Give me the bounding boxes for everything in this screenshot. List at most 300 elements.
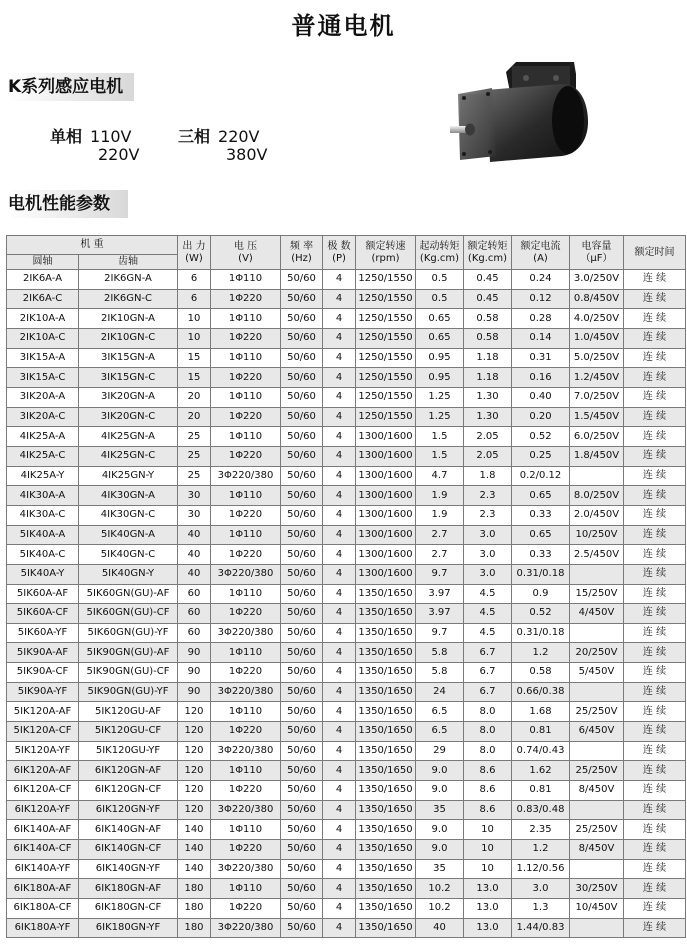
three-phase-v1: 220V [218,127,260,146]
table-cell: 1Φ110 [211,702,281,722]
table-cell: 1Φ220 [211,722,281,742]
table-cell: 1.25 [416,387,464,407]
table-cell: 6IK140GN-AF [79,820,178,840]
table-cell: 1350/1650 [356,702,416,722]
table-cell: 4 [323,682,356,702]
table-cell: 1350/1650 [356,722,416,742]
table-cell: 连 续 [624,328,686,348]
table-cell: 5IK120GU-AF [79,702,178,722]
table-cell: 50/60 [281,741,323,761]
table-cell: 1.0/450V [570,328,624,348]
table-cell: 2.3 [464,486,512,506]
table-cell: 25 [178,427,211,447]
table-cell: 1.2/450V [570,368,624,388]
table-cell: 6IK120GN-CF [79,781,178,801]
table-cell: 3.97 [416,604,464,624]
table-cell: 1250/1550 [356,348,416,368]
table-cell: 0.52 [512,604,570,624]
table-cell: 4 [323,879,356,899]
table-cell: 0.33 [512,545,570,565]
table-cell: 4 [323,702,356,722]
table-cell: 4/450V [570,604,624,624]
motor-image [450,56,600,168]
table-cell: 3IK15A-A [7,348,79,368]
table-cell: 140 [178,859,211,879]
table-cell: 6IK180GN-AF [79,879,178,899]
section-title-k-series: K系列感应电机 [6,73,134,101]
table-cell: 1Φ220 [211,368,281,388]
table-cell: 4 [323,545,356,565]
table-cell: 30/250V [570,879,624,899]
table-cell: 4IK25A-C [7,446,79,466]
table-cell: 1.18 [464,368,512,388]
table-cell: 4 [323,623,356,643]
table-cell: 9.0 [416,761,464,781]
table-cell: 5IK60GN(GU)-YF [79,623,178,643]
table-cell: 50/60 [281,289,323,309]
table-cell: 1.30 [464,387,512,407]
table-cell: 3IK20A-C [7,407,79,427]
single-phase-v1: 110V [90,127,132,146]
table-cell: 4 [323,741,356,761]
table-cell: 1.8/450V [570,446,624,466]
table-row [7,545,686,565]
table-cell: 4 [323,722,356,742]
table-cell: 50/60 [281,623,323,643]
header-round-shaft: 圆轴 [7,255,79,270]
table-row [7,761,686,781]
table-row [7,682,686,702]
table-cell: 6IK140GN-CF [79,840,178,860]
table-cell: 4 [323,899,356,919]
table-cell: 1Φ220 [211,604,281,624]
table-cell: 50/60 [281,702,323,722]
table-cell: 0.8/450V [570,289,624,309]
table-cell: 6IK120GN-AF [79,761,178,781]
table-cell: 50/60 [281,781,323,801]
table-cell: 1350/1650 [356,899,416,919]
table-cell: 连 续 [624,584,686,604]
table-cell: 3Φ220/380 [211,800,281,820]
table-row [7,663,686,683]
table-cell [570,741,624,761]
table-cell: 10 [464,859,512,879]
table-cell: 20 [178,387,211,407]
table-cell: 1350/1650 [356,604,416,624]
table-cell [570,918,624,938]
table-cell: 连 续 [624,623,686,643]
table-cell: 0.58 [464,309,512,329]
table-cell: 连 续 [624,643,686,663]
table-row [7,407,686,427]
table-cell: 0.2/0.12 [512,466,570,486]
table-cell: 2IK6A-C [7,289,79,309]
table-cell: 0.52 [512,427,570,447]
table-cell: 50/60 [281,584,323,604]
table-cell: 4IK25GN-Y [79,466,178,486]
table-cell: 50/60 [281,722,323,742]
table-row [7,800,686,820]
table-cell: 5.0/250V [570,348,624,368]
table-cell: 5IK90GN(GU)-AF [79,643,178,663]
table-cell: 1Φ110 [211,643,281,663]
header-output: 出 力 (W) [178,236,211,270]
table-row [7,859,686,879]
table-cell: 4.5 [464,584,512,604]
page-title: 普通电机 [291,12,396,40]
table-cell: 连 续 [624,289,686,309]
table-cell: 0.95 [416,368,464,388]
table-cell: 1Φ110 [211,387,281,407]
table-cell: 50/60 [281,407,323,427]
table-cell: 0.5 [416,270,464,290]
table-cell: 4.5 [464,623,512,643]
table-cell: 1350/1650 [356,643,416,663]
table-cell: 50/60 [281,545,323,565]
table-cell: 50/60 [281,682,323,702]
table-cell: 1350/1650 [356,820,416,840]
table-cell: 连 续 [624,505,686,525]
table-cell: 连 续 [624,741,686,761]
table-row [7,623,686,643]
table-cell: 5IK40A-C [7,545,79,565]
table-cell: 0.40 [512,387,570,407]
table-cell: 1250/1550 [356,387,416,407]
table-cell: 20 [178,407,211,427]
table-cell: 1.18 [464,348,512,368]
table-cell: 50/60 [281,604,323,624]
three-phase-label: 三相 [178,127,211,146]
table-cell: 5IK90A-AF [7,643,79,663]
header-current: 额定电流 (A) [512,236,570,270]
table-cell: 5IK90A-YF [7,682,79,702]
table-cell: 3IK15GN-C [79,368,178,388]
table-cell: 8.0 [464,702,512,722]
table-row [7,525,686,545]
table-cell: 0.45 [464,270,512,290]
table-cell [570,564,624,584]
table-cell: 4 [323,387,356,407]
table-cell: 1300/1600 [356,505,416,525]
table-row [7,564,686,584]
table-cell: 40 [178,564,211,584]
table-cell: 1.2 [512,643,570,663]
table-cell: 180 [178,879,211,899]
table-cell: 3IK15A-C [7,368,79,388]
table-cell: 6.7 [464,643,512,663]
table-row [7,781,686,801]
table-cell: 2IK10GN-A [79,309,178,329]
table-cell: 连 续 [624,663,686,683]
table-cell: 连 续 [624,859,686,879]
header-start-torque: 起动转矩 (Kg.cm) [416,236,464,270]
table-cell: 8.0/250V [570,486,624,506]
table-cell: 1.62 [512,761,570,781]
table-cell: 6IK140A-YF [7,859,79,879]
table-cell: 50/60 [281,761,323,781]
table-cell: 连 续 [624,466,686,486]
table-cell: 1.2 [512,840,570,860]
table-cell: 30 [178,486,211,506]
three-phase-v2: 380V [226,145,268,164]
table-cell: 3IK20GN-A [79,387,178,407]
table-cell: 50/60 [281,918,323,938]
table-cell: 50/60 [281,505,323,525]
table-cell: 8.6 [464,781,512,801]
table-cell: 5IK90GN(GU)-YF [79,682,178,702]
table-cell: 10/450V [570,899,624,919]
table-cell: 3Φ220/380 [211,623,281,643]
table-cell: 50/60 [281,840,323,860]
table-cell: 1Φ220 [211,840,281,860]
header-voltage: 电 压 (V) [211,236,281,270]
table-cell: 连 续 [624,761,686,781]
table-cell: 3IK20A-A [7,387,79,407]
table-cell: 50/60 [281,427,323,447]
table-cell: 5IK60GN(GU)-CF [79,604,178,624]
table-cell: 35 [416,800,464,820]
table-cell: 50/60 [281,309,323,329]
table-cell: 2IK10GN-C [79,328,178,348]
table-row [7,899,686,919]
table-cell: 0.16 [512,368,570,388]
table-cell: 1Φ220 [211,545,281,565]
table-cell: 4 [323,348,356,368]
table-cell: 4 [323,564,356,584]
table-cell: 1250/1550 [356,407,416,427]
table-cell: 4IK30A-C [7,505,79,525]
table-cell: 连 续 [624,407,686,427]
table-cell: 5IK120A-AF [7,702,79,722]
table-cell: 60 [178,584,211,604]
table-cell: 3Φ220/380 [211,741,281,761]
table-cell: 1Φ110 [211,309,281,329]
table-cell: 1.9 [416,505,464,525]
table-cell [570,466,624,486]
table-cell: 1250/1550 [356,309,416,329]
table-cell: 1Φ220 [211,899,281,919]
table-cell: 6.0/250V [570,427,624,447]
table-row [7,584,686,604]
table-cell: 1Φ110 [211,348,281,368]
table-cell: 0.24 [512,270,570,290]
table-cell: 0.66/0.38 [512,682,570,702]
table-cell: 1300/1600 [356,545,416,565]
table-cell: 15 [178,348,211,368]
header-capacitor: 电容量 （μF） [570,236,624,270]
table-cell: 50/60 [281,663,323,683]
table-cell: 60 [178,623,211,643]
table-cell: 0.58 [464,328,512,348]
table-row [7,309,686,329]
table-cell: 180 [178,899,211,919]
table-cell: 4IK30GN-C [79,505,178,525]
table-cell: 1.9 [416,486,464,506]
table-cell: 1Φ110 [211,525,281,545]
table-cell: 1300/1600 [356,427,416,447]
table-cell: 120 [178,702,211,722]
table-row [7,328,686,348]
table-cell: 9.7 [416,564,464,584]
table-cell: 120 [178,800,211,820]
table-cell: 1Φ110 [211,584,281,604]
table-cell: 6IK140GN-YF [79,859,178,879]
table-cell: 8/450V [570,840,624,860]
table-cell: 1.5 [416,427,464,447]
table-cell: 4 [323,309,356,329]
table-row [7,702,686,722]
table-cell: 1.5/450V [570,407,624,427]
table-cell: 50/60 [281,800,323,820]
table-cell: 15 [178,368,211,388]
table-cell: 1Φ110 [211,761,281,781]
table-cell: 1Φ220 [211,446,281,466]
table-cell: 35 [416,859,464,879]
table-cell: 29 [416,741,464,761]
table-cell: 6.5 [416,702,464,722]
table-cell: 0.83/0.48 [512,800,570,820]
table-cell: 连 续 [624,309,686,329]
table-cell: 3Φ220/380 [211,918,281,938]
table-cell: 1300/1600 [356,446,416,466]
table-cell: 4IK25A-A [7,427,79,447]
table-cell: 3.0 [464,525,512,545]
header-duty: 额定时间 [624,236,686,270]
table-cell: 4 [323,663,356,683]
table-row [7,840,686,860]
table-cell: 连 续 [624,899,686,919]
table-cell: 0.65 [512,525,570,545]
table-cell: 6IK120A-AF [7,761,79,781]
table-cell: 0.81 [512,722,570,742]
table-cell: 1250/1550 [356,328,416,348]
header-speed: 额定转速 (rpm) [356,236,416,270]
table-cell: 4 [323,328,356,348]
table-cell: 4 [323,427,356,447]
table-cell: 5IK60A-CF [7,604,79,624]
table-cell: 2IK10A-C [7,328,79,348]
table-cell: 4 [323,466,356,486]
table-cell: 50/60 [281,643,323,663]
table-cell: 13.0 [464,918,512,938]
header-machine: 机 重 [7,236,178,255]
table-cell: 5IK90A-CF [7,663,79,683]
table-cell: 4 [323,505,356,525]
table-cell: 1300/1600 [356,486,416,506]
table-cell: 2.35 [512,820,570,840]
table-cell: 2.0/450V [570,505,624,525]
table-cell: 8.6 [464,800,512,820]
table-cell: 1Φ110 [211,486,281,506]
table-cell: 9.0 [416,781,464,801]
table-cell: 30 [178,505,211,525]
table-cell: 25/250V [570,761,624,781]
table-cell: 50/60 [281,387,323,407]
performance-table [6,235,686,938]
table-cell: 连 续 [624,781,686,801]
table-cell: 0.95 [416,348,464,368]
table-cell: 2.5/450V [570,545,624,565]
table-cell: 2IK6GN-C [79,289,178,309]
table-cell: 3.0/250V [570,270,624,290]
table-row [7,486,686,506]
table-cell: 13.0 [464,879,512,899]
table-cell: 1.8 [464,466,512,486]
table-cell: 50/60 [281,466,323,486]
table-cell: 50/60 [281,564,323,584]
table-cell: 1250/1550 [356,270,416,290]
table-row [7,348,686,368]
table-cell [570,800,624,820]
table-cell: 9.0 [416,820,464,840]
table-cell: 6IK180A-YF [7,918,79,938]
table-cell: 4IK30A-A [7,486,79,506]
table-cell: 1Φ220 [211,663,281,683]
table-cell: 5IK120GU-CF [79,722,178,742]
table-cell: 连 续 [624,682,686,702]
table-cell: 连 续 [624,368,686,388]
table-cell: 4.7 [416,466,464,486]
table-body [7,270,686,938]
table-cell: 1350/1650 [356,859,416,879]
table-cell: 0.45 [464,289,512,309]
table-cell: 3Φ220/380 [211,859,281,879]
table-cell: 5.8 [416,643,464,663]
table-row [7,446,686,466]
table-cell: 5.8 [416,663,464,683]
table-cell [570,623,624,643]
table-cell: 4IK30GN-A [79,486,178,506]
table-cell: 5IK90GN(GU)-CF [79,663,178,683]
table-cell: 4IK25A-Y [7,466,79,486]
table-cell: 120 [178,722,211,742]
table-cell: 2IK10A-A [7,309,79,329]
table-cell: 0.31/0.18 [512,623,570,643]
table-cell: 40 [178,545,211,565]
table-cell: 0.65 [416,328,464,348]
table-cell: 5IK40GN-A [79,525,178,545]
table-cell: 180 [178,918,211,938]
table-cell: 2.7 [416,545,464,565]
table-cell: 6IK120A-YF [7,800,79,820]
table-row [7,368,686,388]
header-rated-torque: 额定转矩 (Kg.cm) [464,236,512,270]
table-cell: 4 [323,604,356,624]
table-cell: 50/60 [281,859,323,879]
single-phase-label: 单相 [50,127,83,146]
table-cell: 1.25 [416,407,464,427]
table-cell: 连 续 [624,446,686,466]
section-title-performance: 电机性能参数 [6,190,128,218]
table-cell: 6IK140A-CF [7,840,79,860]
table-cell: 5IK60GN(GU)-AF [79,584,178,604]
table-cell: 9.0 [416,840,464,860]
table-cell: 50/60 [281,446,323,466]
table-cell: 5IK40A-Y [7,564,79,584]
table-cell: 4IK25GN-A [79,427,178,447]
table-row [7,820,686,840]
table-cell: 连 续 [624,879,686,899]
table-cell: 4 [323,643,356,663]
table-cell: 4 [323,840,356,860]
table-cell: 连 续 [624,820,686,840]
table-cell: 1Φ220 [211,289,281,309]
three-phase-voltage [178,124,260,147]
table-row [7,879,686,899]
table-cell: 6.5 [416,722,464,742]
table-cell: 120 [178,741,211,761]
table-cell: 2.7 [416,525,464,545]
